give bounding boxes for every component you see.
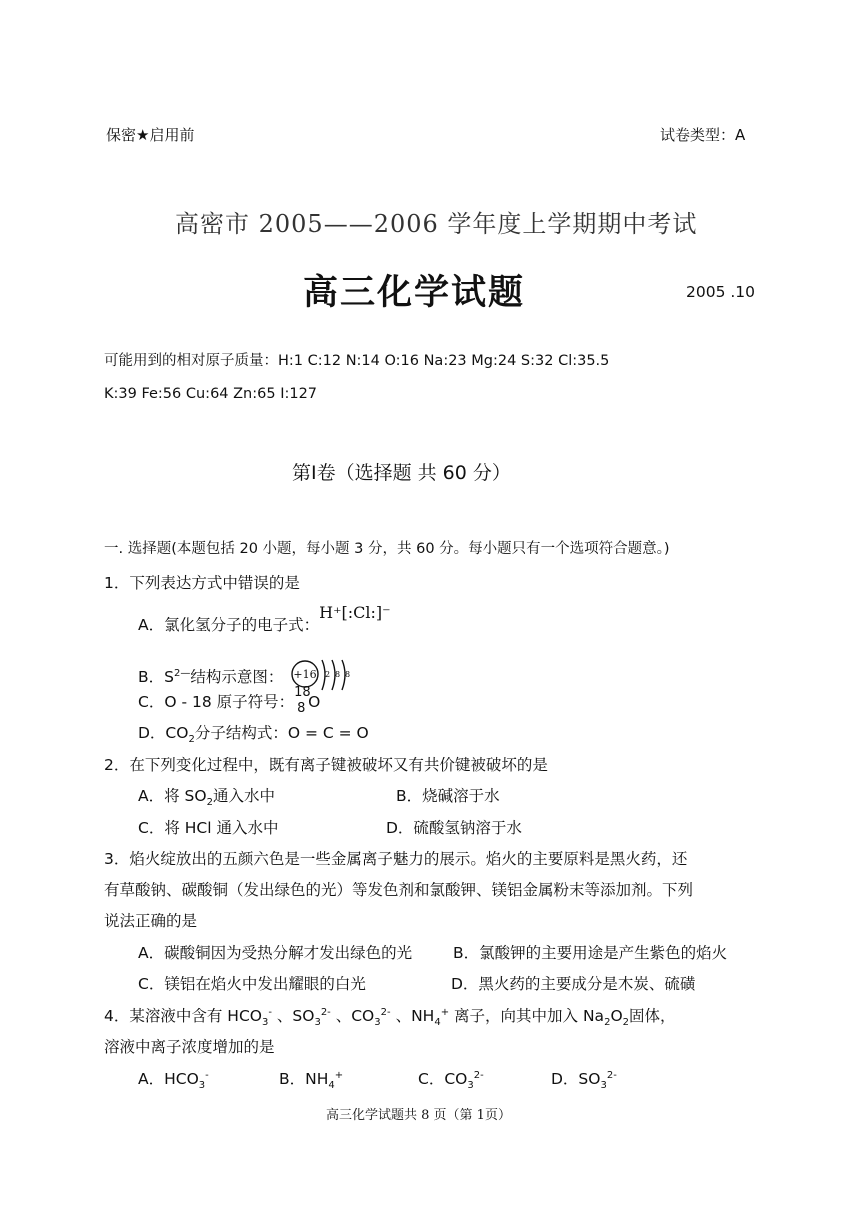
exam-date: 2005 .10	[686, 283, 756, 301]
q3-stem-line2: 有草酸钠、碳酸铜（发出绿色的光）等发色剂和氯酸钾、镁铝金属粉末等添加剂。下列	[104, 881, 694, 899]
q4-option-b: B．$NH_4^+$	[279, 1069, 344, 1092]
q3-stem-line1: 3．焰火绽放出的五颜六色是一些金属离子魅力的展示。焰火的主要原料是黑火药，还	[104, 850, 688, 868]
q2-option-b: B．烧碱溶于水	[396, 787, 500, 805]
q2-stem: 2．在下列变化过程中，既有离子键被破坏又有共价键被破坏的是	[104, 756, 548, 774]
q3-option-d: D．黑火药的主要成分是木炭、硫磺	[451, 975, 696, 993]
atomic-masses-line1: 可能用到的相对原子质量：H:1 C:12 N:14 O:16 Na:23 Mg:24 S:32 Cl:35.5	[104, 353, 610, 369]
q2-option-d: D．硫酸氢钠溶于水	[386, 819, 522, 837]
q1-stem: 1．下列表达方式中错误的是	[104, 574, 300, 592]
q1-option-d: D．$CO_2$分子结构式：O = C = O	[138, 724, 369, 746]
q2-option-a: A．将 $SO_2$通入水中	[138, 787, 275, 809]
q4-option-a: A．$HCO_3^-$	[138, 1069, 209, 1092]
q1-option-a: A．氯化氢分子的电子式：H⁺[:Cl:]⁻	[138, 603, 391, 634]
paper-type-label: 试卷类型：A	[660, 126, 746, 144]
q3-option-b: B．氯酸钾的主要用途是产生紫色的焰火	[453, 944, 728, 962]
q1-option-c: C．O - 18 原子符号： 18 8 O	[138, 685, 321, 716]
svg-text:+16: +16	[293, 668, 317, 681]
svg-text:8: 8	[335, 670, 341, 679]
isotope-notation: 18 8	[294, 685, 311, 716]
svg-text:8: 8	[345, 670, 351, 679]
q4-option-c: C．$CO_3^{2-}$	[418, 1069, 484, 1092]
q1-option-b: B．$S^{2—}$结构示意图： +16 2 8 8	[138, 656, 358, 700]
instructions: 一. 选择题(本题包括 20 小题，每小题 3 分，共 60 分。每小题只有一个选项符合题意。)	[104, 541, 670, 557]
section-title: 第Ⅰ卷（选择题 共 60 分）	[292, 462, 511, 484]
page-footer: 高三化学试题共 8 页（第 1页）	[326, 1108, 511, 1123]
q4-stem-line2: 溶液中离子浓度增加的是	[104, 1038, 275, 1056]
q4-option-d: D．$SO_3^{2-}$	[551, 1069, 617, 1092]
q4-stem-line1: 4．某溶液中含有 $HCO_3^-$ 、$SO_3^{2-}$ 、$CO_3^{2-}$ 、$NH_4^+$ 离子，向其中加入 $Na_2O_2$固体，	[104, 1006, 676, 1029]
q3-option-c: C．镁铝在焰火中发出耀眼的白光	[138, 975, 366, 993]
atomic-masses-line2: K:39 Fe:56 Cu:64 Zn:65 I:127	[104, 386, 318, 402]
confidential-label: 保密★启用前	[106, 126, 195, 144]
q3-stem-line3: 说法正确的是	[104, 912, 198, 930]
q3-option-a: A．碳酸铜因为受热分解才发出绿色的光	[138, 944, 413, 962]
hcl-electron-formula: H⁺[:Cl:]⁻	[319, 603, 391, 622]
exam-name: 高密市 2005——2006 学年度上学期期中考试	[175, 210, 698, 238]
q2-option-c: C．将 HCl 通入水中	[138, 819, 279, 837]
page-title: 高三化学试题	[303, 273, 526, 313]
svg-text:2: 2	[325, 670, 331, 679]
